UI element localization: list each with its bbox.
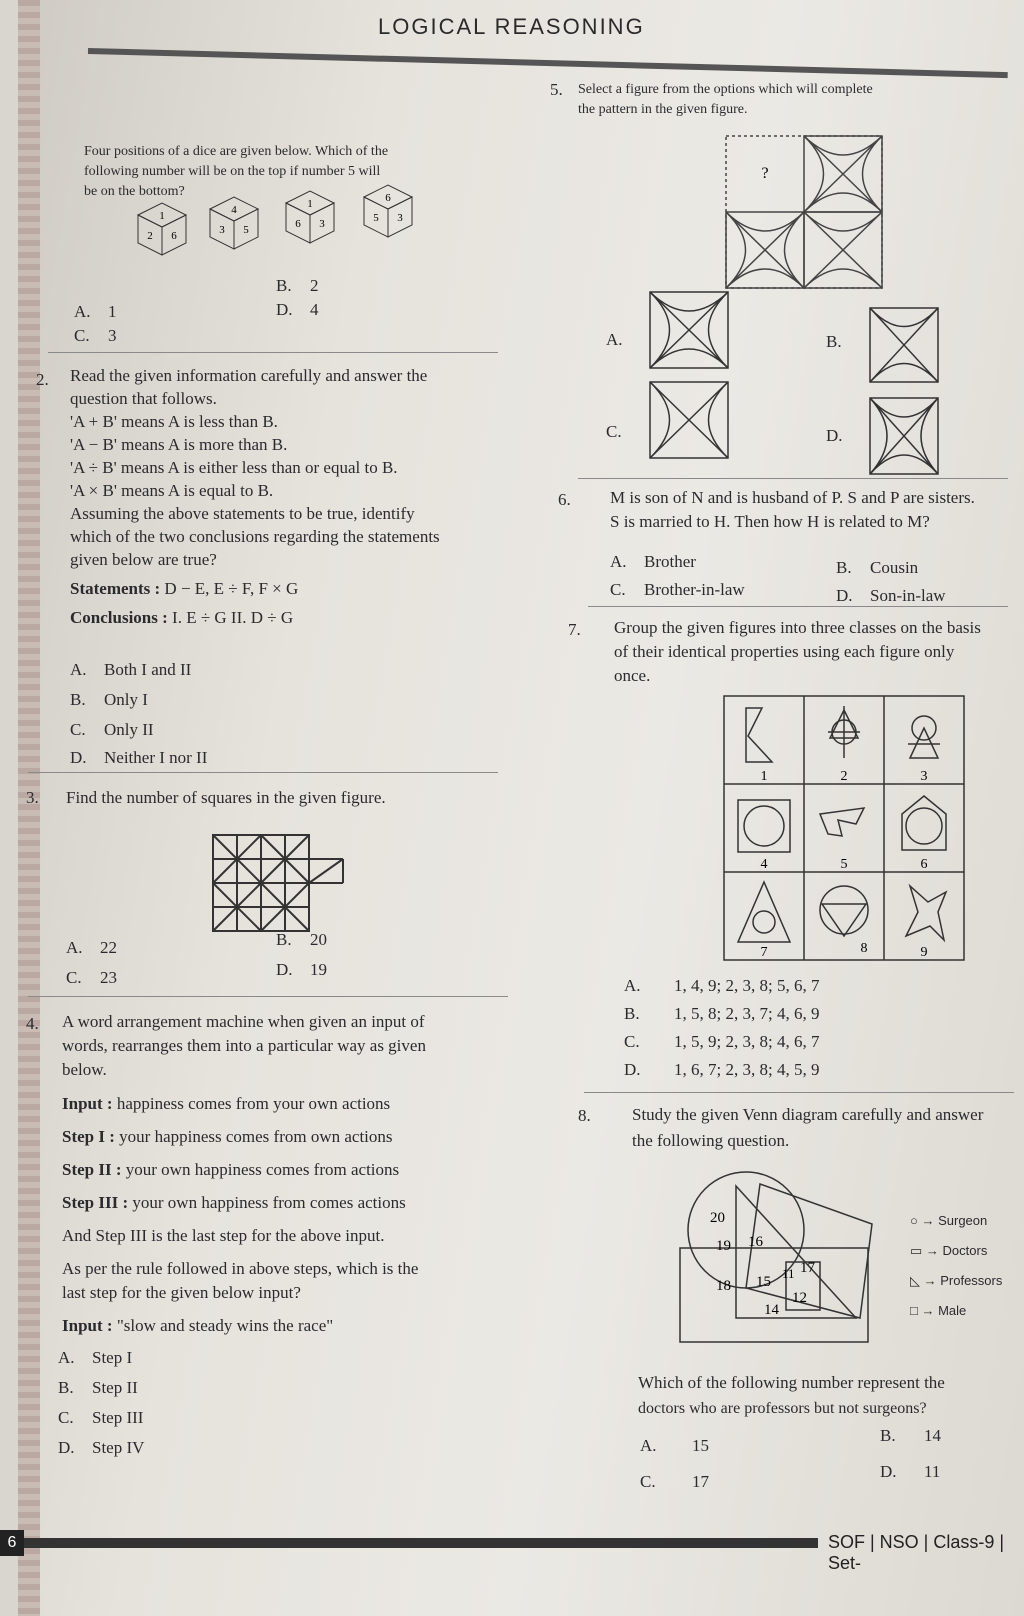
q8-option-d[interactable]: D. 11 bbox=[880, 1462, 941, 1481]
legend-label: Surgeon bbox=[938, 1213, 988, 1228]
legend-label: Male bbox=[938, 1303, 967, 1318]
die-1-left: 2 bbox=[147, 230, 153, 242]
q6-option-a-text: Brother bbox=[644, 552, 696, 571]
die-4-top: 6 bbox=[385, 192, 391, 204]
q4-option-c-text: Step III bbox=[92, 1408, 144, 1427]
q7-cell-label: 6 bbox=[920, 857, 928, 872]
q4-step-value: your own happiness comes from actions bbox=[125, 1160, 400, 1179]
q4-line: below. bbox=[62, 1060, 107, 1079]
q2-option-c[interactable]: C. Only II bbox=[70, 720, 154, 739]
q2-line: which of the two conclusions regarding the statements bbox=[70, 527, 440, 546]
q1-option-c[interactable]: C. 3 bbox=[74, 326, 117, 345]
q5-option-c-label: C. bbox=[606, 422, 622, 441]
q3-option-d-text: 19 bbox=[310, 960, 327, 979]
q4-step bbox=[62, 1191, 522, 1215]
q3-number: 3. bbox=[26, 788, 39, 807]
q7-option-a[interactable]: A. 1, 4, 9; 2, 3, 8; 5, 6, 7 bbox=[624, 976, 820, 995]
q6-option-b[interactable]: B. Cousin bbox=[836, 558, 919, 577]
legend-item-doctors: ▭ → Doctors bbox=[910, 1243, 988, 1258]
q5-option-c-figure[interactable] bbox=[650, 382, 732, 464]
q5-option-d-label: D. bbox=[826, 426, 843, 445]
q2-statements bbox=[70, 577, 510, 600]
divider bbox=[588, 606, 1008, 607]
q6-option-d-text: Son-in-law bbox=[870, 586, 946, 605]
q4-step-label: Step III : bbox=[62, 1193, 129, 1212]
q4-option-d-text: Step IV bbox=[92, 1438, 145, 1457]
q8-legend bbox=[910, 1206, 1020, 1326]
q5-option-b[interactable] bbox=[826, 332, 842, 352]
q8-option-c[interactable]: C. 17 bbox=[640, 1472, 709, 1491]
q2-option-d-text: Neither I nor II bbox=[104, 748, 208, 767]
divider bbox=[28, 772, 498, 773]
die-1-top: 1 bbox=[159, 210, 165, 222]
divider bbox=[584, 1092, 1014, 1093]
q1-text bbox=[84, 142, 504, 202]
q3-option-b-text: 20 bbox=[310, 930, 327, 949]
q5-question-mark: ? bbox=[761, 165, 769, 182]
q2-option-a-text: Both I and II bbox=[104, 660, 192, 679]
q5-pattern-grid bbox=[726, 136, 896, 296]
die-4-right: 3 bbox=[397, 212, 403, 224]
q4-option-b[interactable]: B. Step II bbox=[58, 1378, 138, 1397]
q8-question-line: Which of the following number represent the bbox=[638, 1373, 945, 1392]
title-rule bbox=[88, 48, 1008, 78]
q4-step-label: Step I : bbox=[62, 1127, 115, 1146]
q4-input2-label: Input : bbox=[62, 1316, 113, 1335]
q7-option-b[interactable]: B. 1, 5, 8; 2, 3, 7; 4, 6, 9 bbox=[624, 1004, 820, 1023]
q8-option-b-text: 14 bbox=[924, 1426, 941, 1445]
q1-line: Four positions of a dice are given below. Which of the bbox=[84, 144, 389, 159]
q2-line: Read the given information carefully and answer the bbox=[70, 366, 428, 385]
q7-figure-grid bbox=[724, 696, 974, 966]
q8-option-d-text: 11 bbox=[924, 1462, 941, 1481]
q7-cell-label: 5 bbox=[840, 857, 848, 872]
q8-text bbox=[632, 1102, 1012, 1154]
q2-line: Assuming the above statements to be true, identify bbox=[70, 504, 415, 523]
square-icon: □ bbox=[910, 1303, 918, 1318]
q2-conclusions-value: I. E ÷ G II. D ÷ G bbox=[172, 608, 294, 627]
q7-option-c-text: 1, 5, 9; 2, 3, 8; 4, 6, 7 bbox=[674, 1032, 820, 1051]
q6-line: S is married to H. Then how H is related to M? bbox=[610, 512, 930, 531]
q6-text bbox=[610, 486, 1010, 534]
q1-option-d[interactable]: D. 4 bbox=[276, 300, 319, 319]
q8-option-a-text: 15 bbox=[692, 1436, 709, 1455]
q1-option-d-text: 4 bbox=[310, 300, 319, 319]
q7-cell-label: 4 bbox=[760, 857, 768, 872]
q5-number: 5. bbox=[550, 80, 563, 99]
q4-line: last step for the given below input? bbox=[62, 1283, 301, 1302]
q4-option-b-text: Step II bbox=[92, 1378, 138, 1397]
q8-number: 8. bbox=[578, 1106, 591, 1125]
die-4-left: 5 bbox=[373, 212, 379, 224]
die-3-right: 3 bbox=[319, 218, 325, 230]
q5-option-a[interactable] bbox=[606, 330, 623, 350]
q5-option-b-figure[interactable] bbox=[870, 308, 942, 386]
q4-option-c[interactable]: C. Step III bbox=[58, 1408, 144, 1427]
q2-option-a[interactable]: A. Both I and II bbox=[70, 660, 192, 679]
q7-line: of their identical properties using each figure only bbox=[614, 642, 955, 661]
q8-option-c-text: 17 bbox=[692, 1472, 709, 1491]
die-1-right: 6 bbox=[171, 230, 177, 242]
q6-option-b-text: Cousin bbox=[870, 558, 919, 577]
legend-item-surgeon: ○ → Surgeon bbox=[910, 1213, 988, 1228]
q6-option-d[interactable]: D. Son-in-law bbox=[836, 586, 946, 605]
q2-option-b[interactable]: B. Only I bbox=[70, 690, 148, 709]
q4-step bbox=[62, 1092, 522, 1116]
q8-venn-diagram bbox=[676, 1168, 886, 1348]
triangle-icon: ◺ bbox=[910, 1273, 920, 1288]
q1-option-c-text: 3 bbox=[108, 326, 117, 345]
page-number: 6 bbox=[0, 1530, 24, 1556]
q1-dice-figure bbox=[128, 192, 448, 265]
q5-option-a-figure[interactable] bbox=[650, 292, 732, 374]
q4-line: And Step III is the last step for the above input. bbox=[62, 1226, 385, 1245]
q7-cell-label: 2 bbox=[840, 769, 848, 784]
venn-number: 16 bbox=[748, 1234, 763, 1250]
divider bbox=[578, 478, 1008, 479]
q4-input2-value: "slow and steady wins the race" bbox=[116, 1316, 334, 1335]
q8-option-a[interactable]: A. 15 bbox=[640, 1436, 709, 1455]
q7-option-c[interactable]: C. 1, 5, 9; 2, 3, 8; 4, 6, 7 bbox=[624, 1032, 820, 1051]
q4-option-a-text: Step I bbox=[92, 1348, 133, 1367]
die-2 bbox=[210, 197, 258, 249]
q3-option-c-text: 23 bbox=[100, 968, 117, 987]
die-2-right: 5 bbox=[243, 224, 249, 236]
q2-text bbox=[70, 364, 510, 629]
q6-number: 6. bbox=[558, 490, 571, 509]
die-2-top: 4 bbox=[231, 204, 237, 216]
divider bbox=[28, 996, 508, 997]
legend-item-professors: ◺ → Professors bbox=[910, 1273, 1003, 1288]
q2-def: 'A + B' means A is less than B. bbox=[70, 412, 278, 431]
q7-cell-label: 7 bbox=[760, 945, 768, 960]
q7-option-d[interactable]: D. 1, 6, 7; 2, 3, 8; 4, 5, 9 bbox=[624, 1060, 820, 1079]
q7-line: Group the given figures into three classes on the basis bbox=[614, 618, 981, 637]
die-3-left: 6 bbox=[295, 218, 301, 230]
q4-option-d[interactable]: D. Step IV bbox=[58, 1438, 145, 1457]
q4-line: words, rearranges them into a particular way as given bbox=[62, 1036, 426, 1055]
venn-number: 15 bbox=[756, 1274, 771, 1290]
q5-option-c[interactable] bbox=[606, 422, 622, 442]
q4-step-value: your own happiness from comes actions bbox=[132, 1193, 406, 1212]
q3-option-a[interactable]: A. 22 bbox=[66, 938, 117, 957]
q4-step-value: your happiness comes from own actions bbox=[119, 1127, 393, 1146]
q5-option-a-label: A. bbox=[606, 330, 623, 349]
q2-conclusions bbox=[70, 606, 510, 629]
legend-label: Professors bbox=[940, 1273, 1003, 1288]
q8-line: Study the given Venn diagram carefully and answer bbox=[632, 1105, 984, 1124]
q5-text bbox=[578, 80, 1008, 120]
page bbox=[18, 0, 1024, 1616]
q4-step bbox=[62, 1125, 522, 1149]
legend-item-male: □ → Male bbox=[910, 1303, 967, 1318]
q4-step-value: happiness comes from your own actions bbox=[116, 1094, 391, 1113]
q5-option-d-figure[interactable] bbox=[870, 398, 942, 480]
q6-option-c-text: Brother-in-law bbox=[644, 580, 745, 599]
venn-number: 17 bbox=[800, 1260, 815, 1276]
q7-option-a-text: 1, 4, 9; 2, 3, 8; 5, 6, 7 bbox=[674, 976, 820, 995]
q7-option-b-text: 1, 5, 8; 2, 3, 7; 4, 6, 9 bbox=[674, 1004, 820, 1023]
q7-cell-label: 8 bbox=[860, 941, 868, 956]
q2-option-b-text: Only I bbox=[104, 690, 148, 709]
venn-number: 11 bbox=[782, 1266, 795, 1281]
die-3-top: 1 bbox=[307, 198, 313, 210]
q8-question bbox=[638, 1370, 1018, 1422]
circle-icon: ○ bbox=[910, 1213, 918, 1228]
venn-number: 12 bbox=[792, 1290, 807, 1306]
q3-option-a-text: 22 bbox=[100, 938, 117, 957]
q6-line: M is son of N and is husband of P. S and P are sisters. bbox=[610, 488, 975, 507]
q8-question-line: doctors who are professors but not surgeons? bbox=[638, 1400, 927, 1417]
q7-line: once. bbox=[614, 666, 651, 685]
q8-line: the following question. bbox=[632, 1131, 790, 1150]
q2-statements-value: D − E, E ÷ F, F × G bbox=[164, 579, 299, 598]
q3-text: Find the number of squares in the given figure. bbox=[66, 788, 386, 807]
q3-squares-figure bbox=[213, 835, 353, 945]
q7-number: 7. bbox=[568, 620, 581, 639]
divider bbox=[48, 352, 498, 353]
q4-number: 4. bbox=[26, 1014, 39, 1033]
footer-brand: SOF | NSO | Class-9 | Set- bbox=[828, 1532, 1005, 1573]
q6-option-c[interactable]: C. Brother-in-law bbox=[610, 580, 745, 599]
q6-option-a[interactable]: A. Brother bbox=[610, 552, 696, 571]
q1-option-b-text: 2 bbox=[310, 276, 319, 295]
venn-number: 19 bbox=[716, 1238, 731, 1254]
q2-line: question that follows. bbox=[70, 389, 217, 408]
q2-statements-label: Statements : bbox=[70, 579, 161, 598]
q4-input2 bbox=[62, 1314, 522, 1338]
q2-line: given below are true? bbox=[70, 550, 217, 569]
q2-def: 'A ÷ B' means A is either less than or equal to B. bbox=[70, 458, 398, 477]
q7-cell-label: 1 bbox=[760, 769, 768, 784]
q1-option-a-text: 1 bbox=[108, 302, 117, 321]
q1-line: be on the bottom? bbox=[84, 184, 185, 199]
binding bbox=[18, 0, 40, 1616]
die-1 bbox=[138, 203, 186, 255]
q5-option-b-label: B. bbox=[826, 332, 842, 351]
q1-option-b[interactable]: B. 2 bbox=[276, 276, 319, 295]
q7-cell-label: 3 bbox=[920, 769, 928, 784]
q3-option-c[interactable]: C. 23 bbox=[66, 968, 117, 987]
q2-def: 'A − B' means A is more than B. bbox=[70, 435, 288, 454]
q4-line: As per the rule followed in above steps, which is the bbox=[62, 1259, 419, 1278]
die-2-left: 3 bbox=[219, 224, 225, 236]
q7-option-d-text: 1, 6, 7; 2, 3, 8; 4, 5, 9 bbox=[674, 1060, 820, 1079]
q3-option-b[interactable]: B. 20 bbox=[276, 930, 327, 949]
die-3 bbox=[286, 191, 334, 243]
q2-conclusions-label: Conclusions : bbox=[70, 608, 168, 627]
q1-option-a[interactable]: A. 1 bbox=[74, 302, 117, 321]
q1-line: following number will be on the top if number 5 will bbox=[84, 164, 381, 179]
q4-step-label: Step II : bbox=[62, 1160, 122, 1179]
q4-line: A word arrangement machine when given an input of bbox=[62, 1012, 425, 1031]
rectangle-icon: ▭ bbox=[910, 1243, 923, 1258]
q8-option-b[interactable]: B. 14 bbox=[880, 1426, 941, 1445]
q4-text bbox=[62, 1010, 522, 1338]
footer-bar bbox=[18, 1538, 818, 1548]
q5-option-d[interactable] bbox=[826, 426, 843, 446]
q3-option-d[interactable]: D. 19 bbox=[276, 960, 327, 979]
q2-option-d[interactable]: D. Neither I nor II bbox=[70, 748, 208, 767]
q7-cell-label: 9 bbox=[920, 945, 928, 960]
q4-step bbox=[62, 1158, 522, 1182]
q2-number: 2. bbox=[36, 370, 49, 389]
venn-number: 14 bbox=[764, 1302, 779, 1318]
page-title: LOGICAL REASONING bbox=[378, 14, 645, 39]
q5-line: Select a figure from the options which will complete bbox=[578, 82, 873, 97]
q4-step-label: Input : bbox=[62, 1094, 113, 1113]
venn-number: 18 bbox=[716, 1278, 731, 1294]
q2-def: 'A × B' means A is equal to B. bbox=[70, 481, 274, 500]
q4-option-a[interactable]: A. Step I bbox=[58, 1348, 133, 1367]
venn-number: 20 bbox=[710, 1210, 725, 1226]
q7-text bbox=[614, 616, 1014, 688]
q5-line: the pattern in the given figure. bbox=[578, 102, 748, 117]
q2-option-c-text: Only II bbox=[104, 720, 154, 739]
legend-label: Doctors bbox=[942, 1243, 988, 1258]
